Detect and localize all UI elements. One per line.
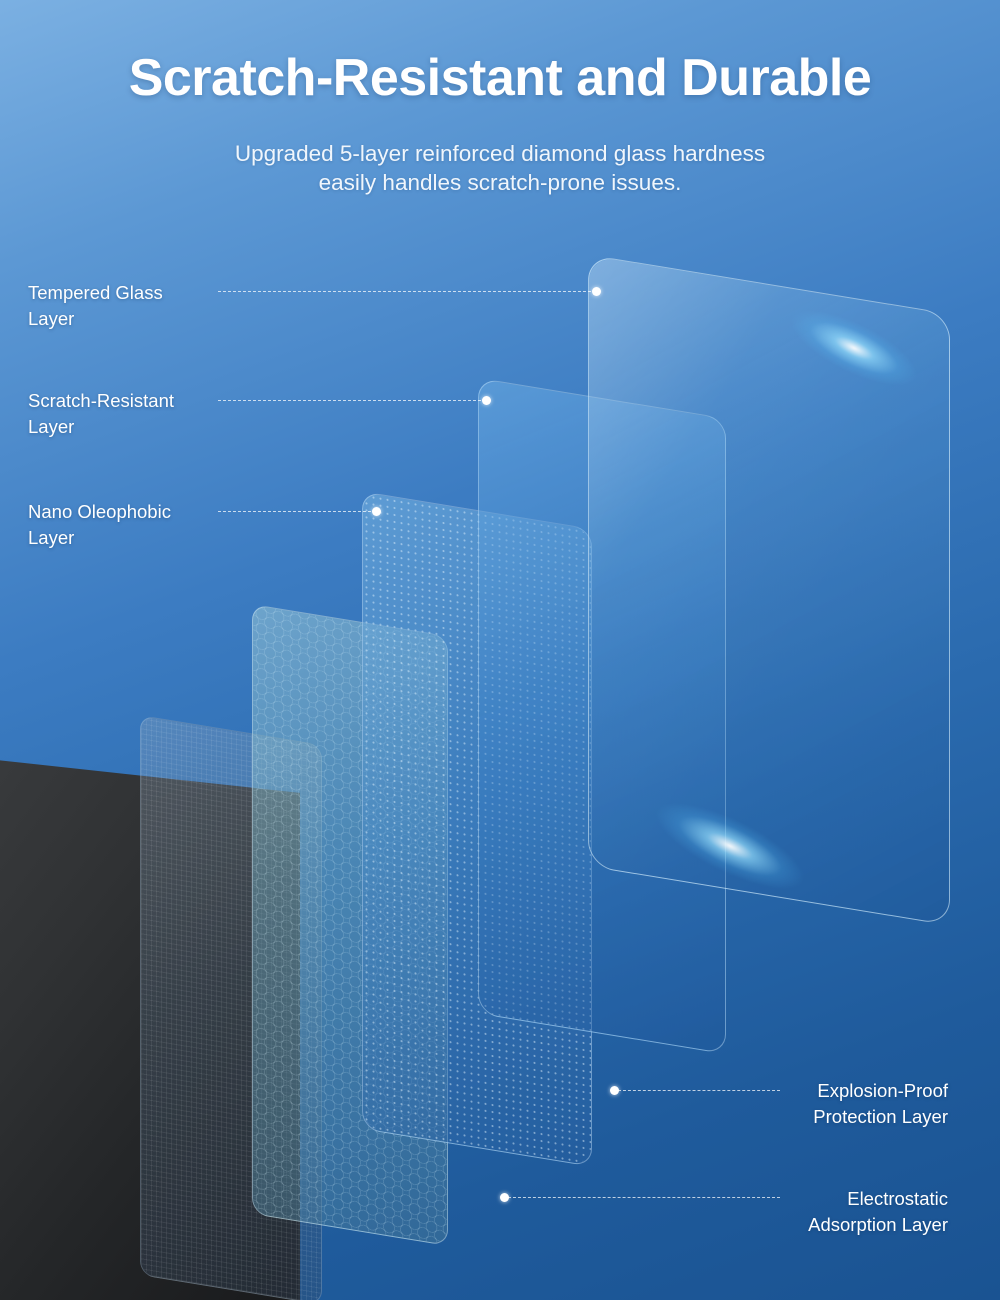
callout-line-2: Layer — [28, 415, 75, 437]
leader-dot-nano-oleophobic — [372, 507, 381, 516]
leader-line-scratch-resistant — [218, 400, 486, 401]
page-title: Scratch-Resistant and Durable — [128, 49, 872, 107]
callout-tempered-glass-layer — [28, 280, 228, 331]
callout-line-1: Explosion-Proof — [817, 1080, 948, 1101]
leader-dot-scratch-resistant — [482, 396, 491, 405]
callout-line-1: Tempered Glass — [28, 282, 163, 303]
callout-line-1: Scratch-Resistant — [28, 390, 174, 411]
page-subtitle — [0, 140, 1000, 198]
glass-sheen — [589, 256, 949, 925]
leader-dot-explosion-proof — [610, 1086, 619, 1095]
callout-line-2: Layer — [28, 307, 75, 329]
subtitle-line-2: easily handles scratch-prone issues. — [318, 169, 682, 195]
callout-line-1: Electrostatic — [847, 1188, 948, 1209]
tempered-glass-sheet — [588, 254, 950, 925]
leader-line-nano-oleophobic — [218, 511, 376, 512]
callout-scratch-resistant-layer — [28, 388, 228, 439]
leader-line-electrostatic — [508, 1197, 780, 1198]
callout-line-2: Protection Layer — [813, 1105, 948, 1127]
callout-line-2: Adsorption Layer — [808, 1213, 948, 1235]
subtitle-line-1: Upgraded 5-layer reinforced diamond glass hardness — [234, 141, 766, 166]
callout-line-2: Layer — [28, 526, 75, 548]
leader-dot-tempered-glass — [592, 287, 601, 296]
callout-line-1: Nano Oleophobic — [28, 501, 171, 522]
leader-line-explosion-proof — [618, 1090, 780, 1091]
callout-nano-oleophobic-layer — [28, 499, 228, 550]
leader-dot-electrostatic — [500, 1193, 509, 1202]
callout-electrostatic-adsorption-layer — [688, 1186, 948, 1237]
callout-explosion-proof-protection-layer — [688, 1078, 948, 1129]
leader-line-tempered-glass — [218, 291, 596, 292]
